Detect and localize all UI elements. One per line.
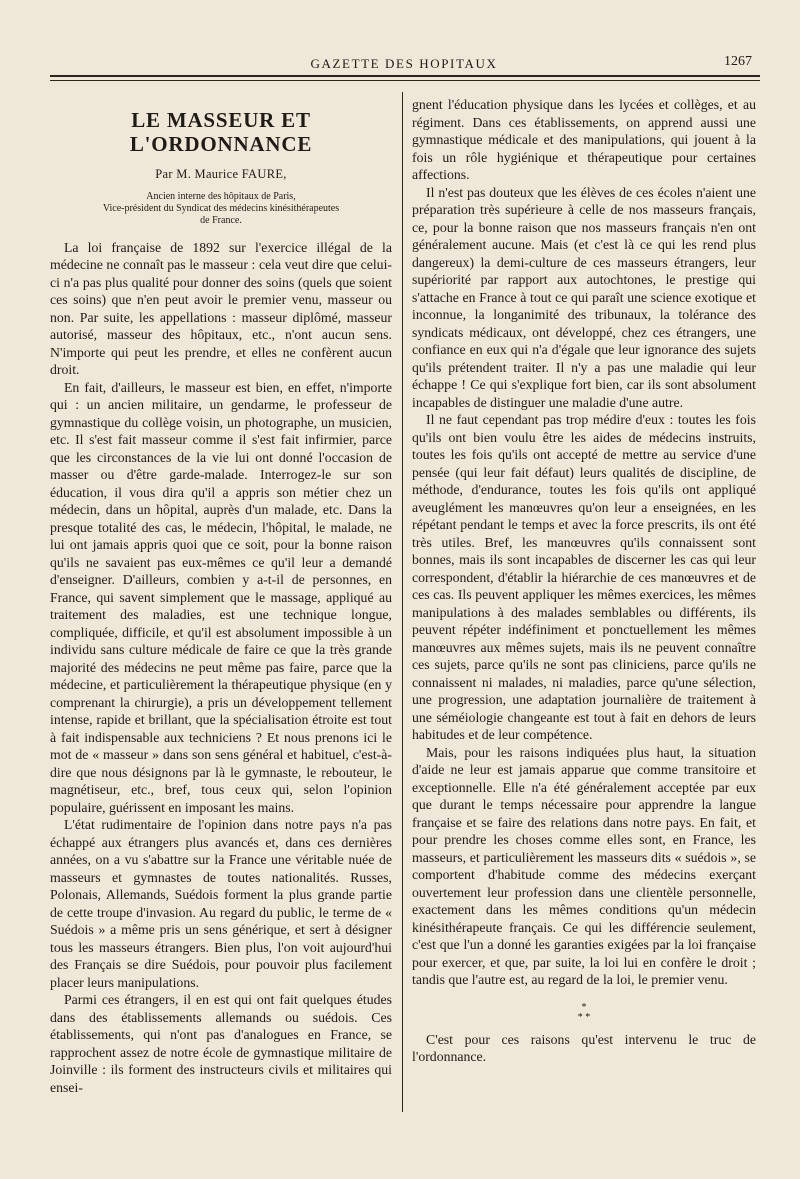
paragraph: Parmi ces étrangers, il en est qui ont fait quelques études dans des établissements allemands ou suédois. Ces établissements, qui n'ont pas d'analogues en France, se rapprochent assez de notre école de gymnastique militaire de Joinville : ils forment des instructeurs civils et militaires qui ensei- bbox=[50, 992, 392, 1095]
header-rule-thick bbox=[50, 75, 760, 77]
affiliation-line: Ancien interne des hôpitaux de Paris, bbox=[146, 190, 296, 202]
paragraph: gnent l'éducation physique dans les lycées et collèges, et au régiment. Dans ces établissements, on apprend aussi une gymnastique médicale et des manipulations, qui jouent à la fois un rôle hygiénique et thérapeutique pour certaines affections. bbox=[412, 97, 756, 182]
header-rule-thin bbox=[50, 80, 760, 81]
right-column bbox=[412, 96, 756, 1066]
asterism-bottom: * * bbox=[577, 1011, 591, 1023]
paragraph: Il n'est pas douteux que les élèves de ces écoles n'aient une préparation très supérieure à celle de nos masseurs français, ce, pour la bonne raison que nos masseurs français n'en ont généralement aucune. Mais (et c'est là ce qui les rend plus dangereux) la demi-culture de ces masseurs étrangers, leur supériorité par rapport aux autochtones, le prestige qui s'attache en France à tout ce qui paraît une science exotique et inconnue, la longanimité des tribunaux, la tolérance des syndicats médicaux, ont développé, chez ces étrangers, une confiance en eux qui n'a d'égale que leur ignorance des sujets qu'ils prétendent traiter. Il n'y a pas une maladie qui leur échappe ! Ce qui s'explique fort bien, car ils sont absolument incapables de distinguer une maladie d'une autre. bbox=[412, 184, 756, 410]
affiliation-line: Vice-président du Syndicat des médecins kinésithérapeutes bbox=[102, 202, 340, 214]
paragraph: L'état rudimentaire de l'opinion dans notre pays n'a pas échappé aux étrangers plus avancés et, dans ces dernières années, on a vu s'abattre sur la France une véritable nuée de masseurs et gymnastes de toutes nationalités. Russes, Polonais, Allemands, Suédois forment la plus grande partie de cette troupe d'invasion. Au regard du public, le terme de « Suédois » a même pris un sens générique, et sert à désigner tous les masseurs étrangers. Bien plus, l'on voit aujourd'hui des Français se dire Suédois, pour pouvoir plus facilement placer leurs manipulations. bbox=[50, 817, 392, 990]
author-affiliation bbox=[50, 191, 392, 227]
paragraph: Il ne faut cependant pas trop médire d'eux : toutes les fois qu'ils ont bien voulu être les aides de médecins instruits, toutes les fois qu'ils ont accepté de mettre au service d'une pensée (qui leur fait défaut) leurs qualités de discipline, de méthode, d'endurance, toutes les fois qu'ils ont appliqué aveuglément les manœuvres qu'on leur a enseignées, en les répétant pendant le temps et avec la force prescrits, ils ont été très utiles. Bref, les manœuvres qu'ils connaissent sont bonnes, mais ils sont incapables de discerner les cas qui leur correspondent, d'établir la hiérarchie de ces manœuvres et de ces cas. Ils peuvent appliquer les mêmes exercices, les mêmes manipulations à des malades semblables ou différents, ils peuvent répéter indéfiniment et ponctuellement les mêmes manœuvres aux mêmes sujets, mais ils ne peuvent connaître ces sujets, parce qu'ils ne sont pas cliniciens, parce qu'ils ne connaissent ni malades, ni maladies, parce qu'une sélection, une progression, une adaptation journalière de traitement à une séméiologie changeante est tout à fait en dehors de leurs habitudes et de leur compétence. bbox=[412, 412, 756, 742]
column-divider bbox=[402, 92, 403, 1112]
asterism-top: * bbox=[581, 1001, 587, 1013]
paragraph: En fait, d'ailleurs, le masseur est bien, en effet, n'importe qui : un ancien militaire, un gendarme, le professeur de gymnastique du collège voisin, un photographe, un musicien, etc. Il s'est fait masseur comme il s'est fait infirmier, parce que les circonstances de la vie lui ont donné l'occasion de masser ou d'être garde-malade. Interrogez-le sur son éducation, il vous dira qu'il a appris son métier chez un médecin, dans un hôpital, auprès d'un malade, etc. Dans la presque totalité des cas, le médecin, l'hôpital, le malade, ne lui ont jamais appris quoi que ce soit, pour la bonne raison qu'ils ne savaient pas eux-mêmes ce qu'il leur a demandé d'enseigner. D'ailleurs, combien y a-t-il de personnes, en France, qui savent simplement que le massage, appliqué au traitement des maladies, est une technique longue, compliquée, difficile, et qu'il est absolument impossible à un individu sans culture médicale de faire ce que la très grande majorité des médecins ne peut même pas faire, parce que la médecine, et particulièrement la thérapeutique physique (en y comprenant la chirurgie), a pris un développement tellement intense, rapide et brillant, que la spécialisation étroite est tout à fait indispensable aux techniciens ? Et nous prenons ici le mot de « masseur » dans son sens général et habituel, c'est-à-dire que nous désignons par là le gymnaste, le rebouteur, le magnétiseur, etc., bref, tous ceux qui, selon l'opinion populaire, guérissent en imposant les mains. bbox=[50, 379, 392, 815]
affiliation-line: de France. bbox=[200, 214, 242, 226]
article-title: LE MASSEUR ET L'ORDONNANCE bbox=[129, 108, 313, 156]
section-asterism bbox=[412, 1003, 756, 1023]
closing-paragraph: C'est pour ces raisons qu'est intervenu le truc de l'ordonnance. bbox=[412, 1031, 756, 1064]
byline: Par M. Maurice FAURE, bbox=[155, 167, 287, 181]
running-title: GAZETTE DES HOPITAUX bbox=[310, 56, 498, 71]
paragraph: Mais, pour les raisons indiquées plus haut, la situation d'aide ne leur est jamais apparue que comme transitoire et exceptionnelle. Elle n'a été généralement acceptée par eux que durant le temps nécessaire pour apprendre la langue française et se faire des relations dans notre pays. En fait, et pour prendre les choses comme elles sont, en France, les masseurs, et particulièrement les masseurs dits « suédois », se comportent d'habitude comme des médecins exerçant ouvertement leur profession dans une clientèle personnelle, exactement dans les mêmes conditions qu'un médecin kinésithérapeute français. Ce qui les différencie seulement, c'est que l'un a donné les garanties exigées par la loi française pour exercer, et que, par suite, la loi lui en confère le droit ; tandis que l'autre est, au regard de la loi, le premier venu. bbox=[412, 744, 756, 987]
page-number: 1267 bbox=[724, 54, 752, 69]
paragraph: La loi française de 1892 sur l'exercice illégal de la médecine ne connaît pas le masseur : cela veut dire que celui-ci n'a pas plus qualité pour donner des soins (quels que soient ces soins) que n'en peut avoir le premier venu, masseur ou non. Par suite, les appellations : masseur diplômé, masseur autorisé, masseur des hôpitaux, etc., n'ont aucun sens. N'importe qui peut les prendre, et elles ne confèrent aucun droit. bbox=[50, 239, 392, 377]
running-head bbox=[50, 50, 758, 72]
left-column bbox=[50, 96, 392, 1096]
